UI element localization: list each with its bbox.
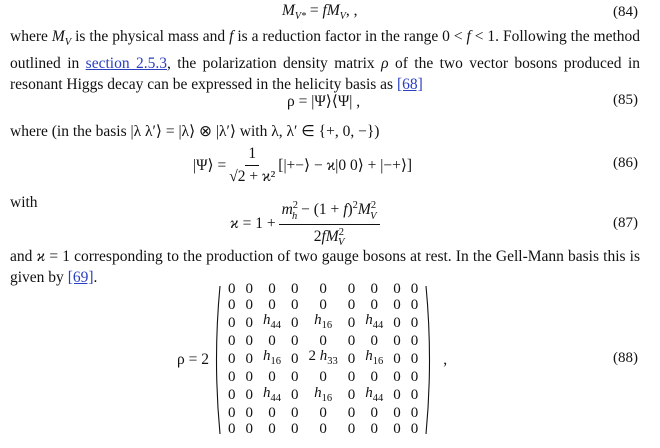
matrix-cell: 0 — [319, 405, 327, 422]
fraction: $\frac{1}{\text{√2 + ϰ²}}$ — [229, 144, 276, 185]
left-paren — [213, 285, 221, 435]
matrix-row — [223, 282, 423, 298]
paragraph-2: where (in the basis |λ λ′⟩ = |λ⟩ ⊗ |λ′⟩ with λ, λ′ ∈ {+, 0, −}) — [10, 123, 380, 140]
matrix-cell: 0 — [290, 350, 299, 367]
matrix-cell: 0 — [393, 368, 401, 385]
matrix-cell: 0 — [410, 332, 419, 349]
matrix-cell: 0 — [227, 296, 236, 313]
matrix-cell: 0 — [227, 405, 236, 422]
matrix-row — [223, 349, 423, 370]
matrix-cell: 0 — [290, 296, 299, 313]
equation-number: (84) — [613, 4, 638, 20]
matrix-cell: 0 — [319, 296, 327, 313]
matrix-cell: 0 — [319, 420, 327, 437]
matrix-cell: 0 — [268, 281, 276, 297]
equation-number: (85) — [613, 92, 638, 108]
matrix-cell: 0 — [410, 350, 419, 367]
equation-number: (86) — [613, 155, 638, 171]
equation-86-body: |Ψ⟩ = $\frac{1}{\text{√2 + ϰ²}}$ [|+−⟩ − ϰ|0 0⟩ + |−+⟩] — [193, 144, 413, 185]
matrix-cell: 0 — [245, 314, 253, 331]
matrix-cell: 0 — [347, 296, 356, 313]
equation-number: (88) — [613, 350, 638, 366]
matrix-cell: $h_{44}$ — [262, 312, 281, 332]
matrix-cell: 0 — [227, 368, 236, 385]
matrix-cell: 0 — [410, 368, 419, 385]
matrix-cell: 0 — [370, 405, 378, 422]
matrix-cell: 0 — [227, 281, 236, 297]
matrix-cell: 0 — [347, 350, 356, 367]
fraction: $\frac{m^2_h - (1 + f)^2M^2_V}{2fM^2_V}$ — [279, 200, 380, 248]
matrix-cell: 0 — [370, 420, 378, 437]
matrix-cell: 0 — [245, 332, 253, 349]
matrix-cell: 0 — [370, 368, 378, 385]
matrix-cell: 0 — [268, 405, 276, 422]
equation-85 — [0, 92, 660, 114]
matrix-cell: 0 — [370, 281, 378, 297]
equation-number: (87) — [613, 215, 638, 231]
matrix-cell: 0 — [227, 387, 236, 404]
section-link[interactable]: section 2.5.3 — [85, 55, 167, 73]
matrix-lhs: ρ = 2 — [177, 350, 209, 368]
matrix-cell: $h_{44}$ — [262, 384, 281, 404]
matrix-cell: 0 — [410, 314, 419, 331]
citation-link-68[interactable]: [68] — [396, 76, 423, 94]
matrix-cell: 0 — [347, 314, 356, 331]
matrix-cell: 0 — [370, 296, 378, 313]
matrix-cell: 0 — [410, 296, 419, 313]
equation-84 — [0, 2, 660, 24]
matrix-row — [223, 370, 423, 386]
matrix-cell: 0 — [410, 405, 419, 422]
matrix-cell: $h_{44}$ — [365, 312, 384, 332]
matrix-cell: 0 — [245, 405, 253, 422]
matrix-cell: 0 — [393, 296, 401, 313]
matrix-cell: 0 — [245, 350, 253, 367]
matrix-cell: 0 — [290, 332, 299, 349]
matrix-cell: 0 — [370, 332, 378, 349]
equation-88 — [177, 282, 447, 437]
matrix-row — [223, 334, 423, 350]
matrix-cell: 0 — [347, 387, 356, 404]
matrix-row — [223, 298, 423, 314]
matrix-cell: 0 — [245, 296, 253, 313]
matrix-trailing-comma: , — [443, 350, 448, 368]
citation-link-69[interactable]: [69] — [67, 269, 94, 286]
matrix-cell: 0 — [319, 281, 327, 297]
matrix-cell: 0 — [347, 420, 356, 437]
matrix-cell: 0 — [245, 420, 253, 437]
matrix-cell: 0 — [290, 387, 299, 404]
matrix-cell: $h_{16}$ — [262, 348, 281, 368]
matrix-cell: 0 — [290, 368, 299, 385]
matrix-cell: $h_{44}$ — [365, 384, 384, 404]
matrix-cell: 2 $h_{33}$ — [308, 348, 338, 368]
matrix-cell: 0 — [393, 420, 401, 437]
matrix-cell: 0 — [319, 368, 327, 385]
matrix-row — [223, 422, 423, 438]
matrix-cell: 0 — [393, 314, 401, 331]
matrix-cell: 0 — [393, 350, 401, 367]
matrix-cell: 0 — [227, 314, 236, 331]
matrix-cell: 0 — [227, 332, 236, 349]
paragraph-4: and ϰ = 1 corresponding to the production of two gauge bosons at rest. In the Gell-Mann basis this is given by [69]. — [10, 248, 640, 286]
matrix-cell: 0 — [227, 350, 236, 367]
equation-84-body: $M_{V*} = fM_V$, , — [282, 2, 358, 23]
equation-86 — [0, 144, 660, 186]
equation-87-body: ϰ = 1 + $\frac{m^2_h - (1 + f)^2M^2_V}{2fM^2_V}$ — [230, 202, 383, 246]
matrix-row — [223, 386, 423, 407]
paragraph-1: where $M_V$ is the physical mass and f is a reduction factor in the range 0 < f < 1. Following the method outlined in section 2.5.3, the polarization density matrix ρ of the two vector bosons produced in resonant Higgs decay can be expressed in the helicity basis as [68] — [10, 28, 641, 94]
matrix-cell: $h_{16}$ — [314, 384, 333, 404]
matrix-cell: 0 — [268, 332, 276, 349]
matrix-cell: $h_{16}$ — [365, 348, 384, 368]
matrix-cell: 0 — [347, 332, 356, 349]
matrix-cell: 0 — [268, 368, 276, 385]
matrix-cell: 0 — [393, 281, 401, 297]
matrix-cell: 0 — [290, 314, 299, 331]
matrix-cell: 0 — [347, 405, 356, 422]
matrix-cell: 0 — [245, 368, 253, 385]
matrix-row — [223, 313, 423, 334]
density-matrix — [223, 282, 423, 437]
matrix-cell: 0 — [347, 281, 356, 297]
matrix-cell: 0 — [245, 387, 253, 404]
matrix-cell: 0 — [393, 387, 401, 404]
matrix-cell: 0 — [393, 332, 401, 349]
matrix-cell: 0 — [268, 420, 276, 437]
matrix-cell: 0 — [410, 420, 419, 437]
equation-87 — [0, 202, 660, 246]
matrix-cell: 0 — [347, 368, 356, 385]
matrix-cell: 0 — [290, 420, 299, 437]
matrix-cell: 0 — [410, 387, 419, 404]
matrix-cell: 0 — [319, 332, 327, 349]
matrix-cell: 0 — [245, 281, 253, 297]
matrix-cell: 0 — [290, 281, 299, 297]
matrix-cell: 0 — [290, 405, 299, 422]
matrix-row — [223, 406, 423, 422]
matrix-cell: 0 — [227, 420, 236, 437]
matrix-cell: 0 — [393, 405, 401, 422]
right-paren — [425, 285, 433, 435]
matrix-cell: 0 — [410, 281, 419, 297]
equation-85-body: ρ = |Ψ⟩⟨Ψ| , — [287, 93, 361, 110]
matrix-cell: 0 — [268, 296, 276, 313]
paragraph-3: with — [10, 194, 38, 211]
matrix-cell: $h_{16}$ — [314, 312, 333, 332]
